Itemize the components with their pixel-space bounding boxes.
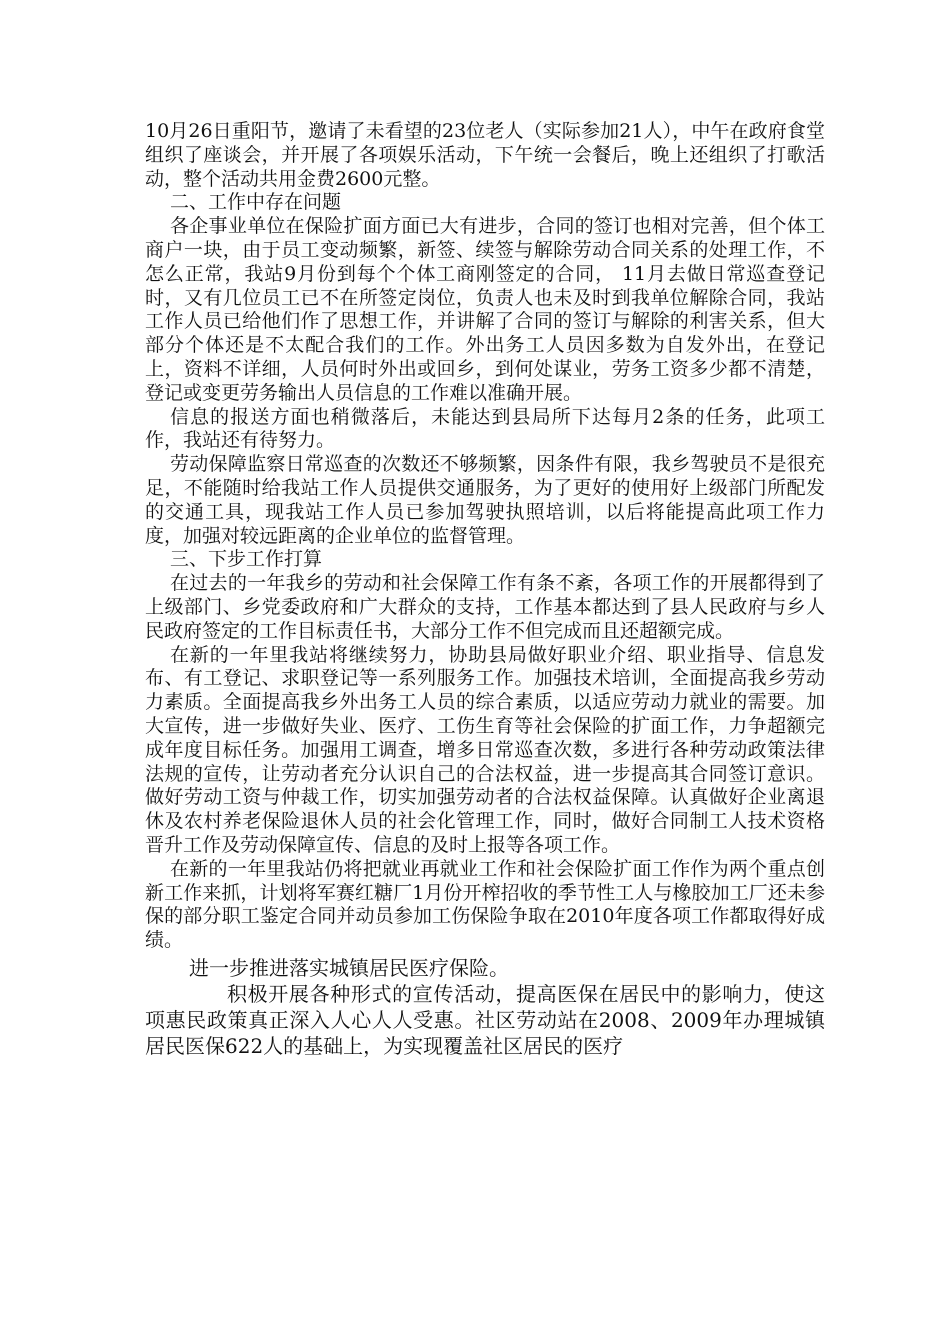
paragraph-new-year-tasks: 在新的一年里我站将继续努力，协助县局做好职业介绍、职业指导、信息发布、有工登记、求职登记等一系列服务工作。加强技术培训，全面提高我乡劳动力素质。全面提高我乡外出务工人员的综合素质，以适应劳动力就业的需要。加大宣传，进一步做好失业、医疗、工伤生育等社会保险的扩面工作，力争超额完成年度目标任务。加强用工调查，增多日常巡查次数，多进行各种劳动政策法律法规的宣传，让劳动者充分认识自己的合法权益，进一步提高其合同签订意识。做好劳动工资与仲裁工作，切实加强劳动者的合法权益保障。认真做好企业离退休及农村养老保险退休人员的社会化管理工作，同时，做好合同制工人技术资格晋升工作及劳动保障宣传、信息的及时上报等各项工作。 [145,643,825,856]
paragraph-medical-insurance-promotion: 积极开展各种形式的宣传活动，提高医保在居民中的影响力，使这项惠民政策真正深入人心人人受惠。社区劳动站在2008、2009年办理城镇居民医保622人的基础上，为实现覆盖社区居民的医疗 [145,981,825,1058]
paragraph-past-year-summary: 在过去的一年我乡的劳动和社会保障工作有条不紊，各项工作的开展都得到了上级部门、乡党委政府和广大群众的支持，工作基本都达到了县人民政府与乡人民政府签定的工作目标责任书，大部分工作不但完成而且还超额完成。 [145,572,825,642]
subheading-medical-insurance: 进一步推进落实城镇居民医疗保险。 [189,955,509,980]
section-heading-next-plan: 三、下步工作打算 [170,548,323,571]
paragraph-chongyang-activity: 10月26日重阳节，邀请了未看望的23位老人（实际参加21人），中午在政府食堂组织了座谈会，并开展了各项娱乐活动，下午统一会餐后，晚上还组织了打歌活动，整个活动共用金费2600元整。 [145,120,825,190]
paragraph-insurance-contracts: 各企事业单位在保险扩面方面已大有进步，合同的签订也相对完善，但个体工商户一块，由于员工变动频繁，新签、续签与解除劳动合同关系的处理工作，不怎么正常，我站9月份到每个个体工商刚签定的合同， 11月去做日常巡查登记时，又有几位员工已不在所签定岗位，负责人也未及时到我单位解除合同，我站工作人员已给他们作了思想工作，并讲解了合同的签订与解除的利害关系，但大部分个体还是不太配合我们的工作。外出务工人员因多数为自发外出，在登记上，资料不详细，人员何时外出或回乡，到何处谋业，劳务工资多少都不清楚，登记或变更劳务输出人员信息的工作难以准确开展。 [145,215,825,404]
paragraph-labor-inspection: 劳动保障监察日常巡查的次数还不够频繁，因条件有限，我乡驾驶员不是很充足，不能随时给我站工作人员提供交通服务，为了更好的使用好上级部门所配发的交通工具，现我站工作人员已参加驾驶执照培训，以后将能提高此项工作力度，加强对较远距离的企业单位的监督管理。 [145,453,825,547]
paragraph-key-innovation: 在新的一年里我站仍将把就业再就业工作和社会保险扩面工作作为两个重点创新工作来抓，计划将军赛红糖厂1月份开榨招收的季节性工人与橡胶加工厂还未参保的部分职工鉴定合同并动员参加工伤保险争取在2010年度各项工作都取得好成绩。 [145,857,825,952]
paragraph-information-reporting: 信息的报送方面也稍微落后，未能达到县局所下达每月2条的任务，此项工作，我站还有待努力。 [145,405,825,452]
document-page [145,120,825,1059]
section-heading-problems: 二、工作中存在问题 [170,191,342,214]
